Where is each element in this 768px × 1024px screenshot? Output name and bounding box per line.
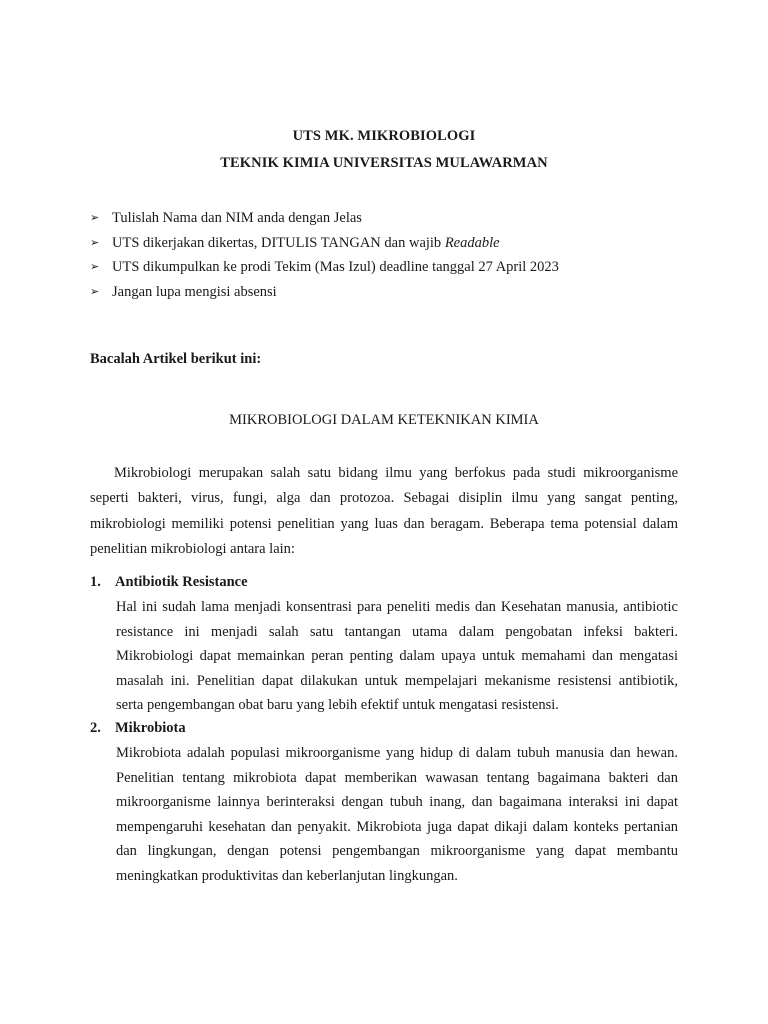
paragraph-line: masalah ini. Penelitian dapat dilakukan untuk mempelajari mekanisme resistensi antibiotik, [116, 672, 678, 689]
exam-title: UTS MK. MIKROBIOLOGI [292, 128, 476, 144]
instruction-text: UTS dikerjakan dikertas, DITULIS TANGAN dan wajib [112, 234, 445, 251]
section-heading [90, 572, 248, 592]
paragraph-line: mempengaruhi kesehatan dan penyakit. Mikrobiota juga dapat dikaji dalam konteks pertanian [116, 818, 678, 835]
section-number: 2. [90, 720, 101, 736]
arrow-bullet-icon: ➢ [90, 261, 100, 273]
instruction-text: Tulislah Nama dan NIM anda dengan Jelas [112, 210, 362, 226]
exam-subtitle: TEKNIK KIMIA UNIVERSITAS MULAWARMAN [220, 155, 548, 171]
paragraph-line: serta pengembangan obat baru yang lebih efektif untuk mengatasi resistensi. [116, 697, 559, 713]
instruction-item [90, 206, 690, 231]
arrow-bullet-icon: ➢ [90, 285, 100, 298]
instruction-item [90, 280, 690, 305]
reading-prompt: Bacalah Artikel berikut ini: [90, 351, 262, 367]
paragraph-line: mikroorganisme lainnya berinteraksi dengan tubuh inang, dan bagaimana interaksi ini dapat [116, 794, 678, 810]
instruction-emphasis: Readable [444, 234, 500, 251]
section-title: Antibiotik Resistance [115, 574, 248, 590]
instruction-list [90, 206, 690, 304]
intro-paragraph [90, 461, 678, 562]
paragraph-line: Mikrobiota adalah populasi mikroorganisme yang hidup di dalam tubuh manusia dan hewan. [116, 745, 678, 761]
paragraph-line: mikrobiologi memiliki potensi penelitian yang luas dan beragam. Beberapa tema potensial dalam [90, 515, 678, 532]
paragraph-line: Mikrobiologi dapat memainkan peran penting dalam upaya untuk memahami dan mengatasi [116, 648, 678, 664]
paragraph-line: dan lingkungan, dengan potensi pengembangan mikroorganisme yang dapat membantu [116, 843, 678, 859]
paragraph-line: Hal ini sudah lama menjadi konsentrasi para peneliti medis dan Kesehatan manusia, antibiotic [116, 599, 678, 615]
paragraph-line: Penelitian tentang mikrobiota dapat memberikan wawasan tentang bagaimana bakteri dan [116, 769, 678, 786]
paragraph-line: resistance ini menjadi salah satu tantangan utama dalam pengobatan infeksi bakteri. [116, 623, 678, 640]
section-heading [90, 718, 186, 738]
paragraph-line: penelitian mikrobiologi antara lain: [90, 540, 295, 557]
arrow-bullet-icon: ➢ [90, 236, 100, 249]
arrow-bullet-icon: ➢ [90, 212, 100, 224]
instruction-text: Jangan lupa mengisi absensi [112, 283, 277, 300]
paragraph-line: Mikrobiologi merupakan salah satu bidang ilmu yang berfokus pada studi mikroorganisme [114, 465, 678, 481]
section-body [116, 595, 678, 718]
section-body [116, 741, 678, 888]
instruction-item [90, 255, 690, 280]
instruction-text: UTS dikumpulkan ke prodi Tekim (Mas Izul) deadline tanggal 27 April 2023 [112, 259, 559, 275]
article-title: MIKROBIOLOGI DALAM KETEKNIKAN KIMIA [229, 412, 539, 428]
instruction-item [90, 231, 690, 256]
section-number: 1. [90, 574, 101, 590]
paragraph-line: meningkatkan produktivitas dan keberlanjutan lingkungan. [116, 867, 458, 884]
section-title: Mikrobiota [115, 720, 186, 736]
paragraph-line: seperti bakteri, virus, fungi, alga dan protozoa. Sebagai disiplin ilmu yang sangat penting, [90, 490, 678, 507]
